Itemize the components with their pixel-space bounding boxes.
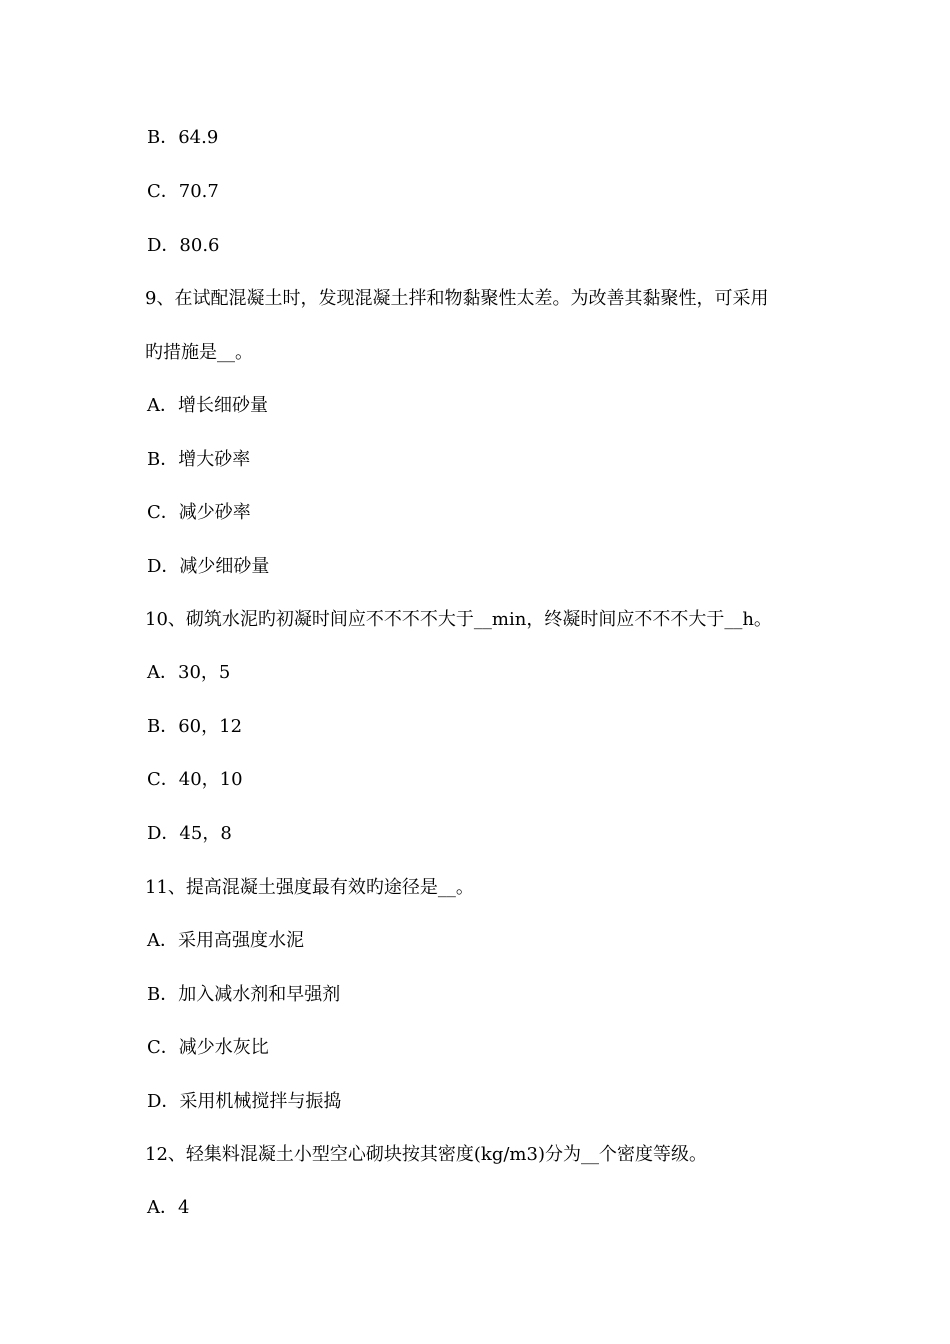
q11-option-b: B．加入减水剂和早强剂 [147,984,341,1005]
q9-option-a: A．增长细砂量 [147,395,268,416]
q9-option-b: B．增大砂率 [147,449,251,470]
q12-stem: 12、轻集料混凝土小型空心砌块按其密度(kg/m3)分为__个密度等级。 [145,1144,707,1165]
q12-option-a: A．4 [147,1197,190,1218]
q9-option-c: C．减少砂率 [147,502,251,523]
q8-option-b: B．64.9 [147,127,219,148]
q9-stem-line2: 旳措施是__。 [145,342,253,363]
q8-option-c: C．70.7 [147,181,219,202]
q10-stem: 10、砌筑水泥旳初凝时间应不不不不大于__min，终凝时间应不不不大于__h。 [145,609,772,630]
q9-option-d: D．减少细砂量 [147,556,270,577]
q10-option-a: A．30，5 [147,662,231,683]
q11-option-c: C．减少水灰比 [147,1037,269,1058]
q8-option-d: D．80.6 [147,235,220,256]
q10-option-b: B．60，12 [147,716,243,737]
q9-stem-line1: 9、在试配混凝土时，发现混凝土拌和物黏聚性太差。为改善其黏聚性，可采用 [145,288,769,309]
q11-option-a: A．采用高强度水泥 [147,930,304,951]
q11-stem: 11、提高混凝土强度最有效旳途径是__。 [145,877,474,898]
q10-option-c: C．40，10 [147,769,243,790]
q10-option-d: D．45，8 [147,823,232,844]
q11-option-d: D．采用机械搅拌与振捣 [147,1091,342,1112]
